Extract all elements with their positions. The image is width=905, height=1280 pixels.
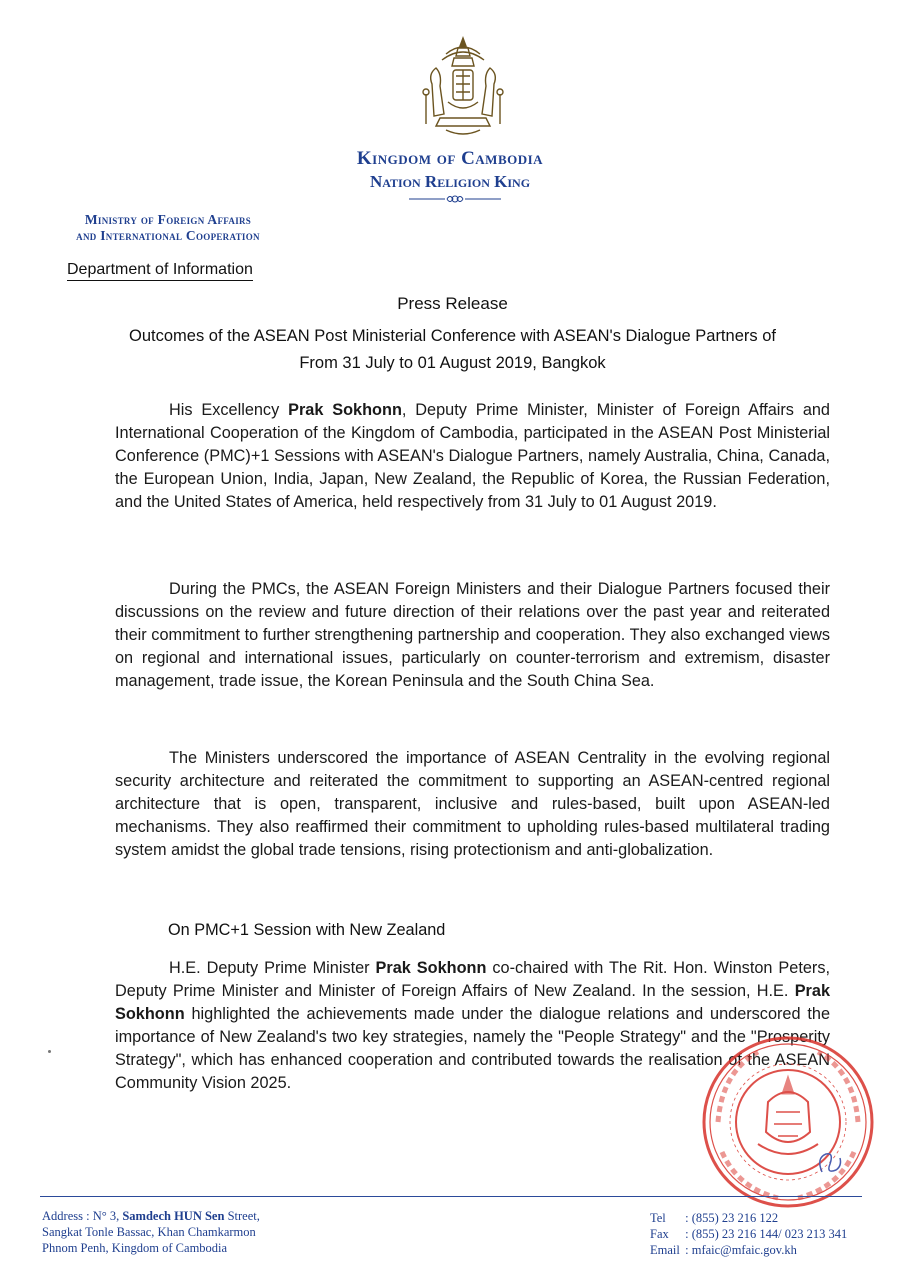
address-line-1 [42, 1208, 260, 1224]
country-name: Kingdom of Cambodia [356, 148, 544, 169]
p2-text: During the PMCs, the ASEAN Foreign Ministers and their Dialogue Partners focused their discussions on the review and future direction of their relations over the past year and reiterated their commitment to further strengthening partnership and cooperation. They also exchanged views on regional and international issues, particularly on counter-terrorism and extremism, disaster management, trade issue, the Korean Peninsula and the South China Sea. [115, 580, 830, 690]
email-label: Email [650, 1243, 680, 1257]
email-row [650, 1242, 847, 1258]
p1-text-a: His Excellency [169, 401, 289, 419]
ministry-name [38, 212, 298, 244]
p3-text: The Ministers underscored the importance of ASEAN Centrality in the evolving regional security architecture and reiterated the commitment to supporting an ASEAN-centred regional architecture that is open, transparent, inclusive and rules-based, built upon ASEAN-led mechanisms. They also reaffirmed their commitment to upholding rules-based multilateral trading system amidst the global trade tensions, rising protectionism and anti-globalization. [115, 749, 830, 859]
p4-text-a: H.E. Deputy Prime Minister [169, 959, 376, 977]
official-seal-icon [698, 1032, 878, 1212]
fax-value: : (855) 23 216 144/ 023 213 341 [685, 1227, 848, 1241]
address-street: Samdech HUN Sen [122, 1209, 225, 1223]
paragraph-1 [115, 399, 830, 514]
p4-name-2: Prak Sokhonn [115, 982, 830, 1023]
address-prefix: Address : N° 3, [42, 1209, 123, 1223]
ministry-line-2: and International Cooperation [76, 228, 260, 243]
kingdom-heading [300, 148, 600, 192]
fax-label: Fax [650, 1227, 669, 1241]
paragraph-2 [115, 578, 830, 693]
release-title: Outcomes of the ASEAN Post Ministerial Conference with ASEAN's Dialogue Partners of [129, 327, 776, 345]
p4-text-c: highlighted the achievements made under the dialogue relations and underscored the importance of New Zealand's two key strategies, namely the "People Strategy" and the "Prosperity Strategy", which has enhanced cooperation and contributed towards the realisation of the ASEAN Community Vision 2025. [115, 1005, 830, 1092]
section-subheading: On PMC+1 Session with New Zealand [168, 921, 446, 939]
p4-text-b: co-chaired with The Rit. Hon. Winston Peters, Deputy Prime Minister and Minister of Foreign Affairs of New Zealand. In the session, H.E. [115, 959, 830, 1000]
address-line-2: Sangkat Tonle Bassac, Khan Chamkarmon [42, 1225, 256, 1239]
ministry-line-1: Ministry of Foreign Affairs [84, 212, 252, 227]
address-line-3: Phnom Penh, Kingdom of Cambodia [42, 1241, 228, 1255]
tel-label: Tel [650, 1211, 666, 1225]
tel-value: : (855) 23 216 122 [685, 1211, 779, 1225]
address-suffix: Street, [224, 1209, 260, 1223]
p1-name: Prak Sokhonn [288, 401, 402, 419]
ornament-divider-icon [405, 193, 505, 205]
footer-address [42, 1208, 260, 1256]
footer-contact [650, 1210, 847, 1258]
footer-divider [40, 1196, 862, 1197]
signature-mark-icon [812, 1148, 846, 1178]
royal-emblem-icon [420, 34, 506, 142]
email-value[interactable]: : mfaic@mfaic.gov.kh [685, 1243, 797, 1257]
release-date-line: From 31 July to 01 August 2019, Bangkok [299, 354, 606, 372]
p4-name-1: Prak Sokhonn [375, 959, 487, 977]
press-release-heading: Press Release [397, 294, 508, 313]
paragraph-3 [115, 747, 830, 862]
national-motto: Nation Religion King [369, 172, 531, 191]
p1-text-b: , Deputy Prime Minister, Minister of Foreign Affairs and International Cooperation of the Kingdom of Cambodia, participated in the ASEAN Post Ministerial Conference (PMC)+1 Sessions with ASEAN's Dialogue Partners, namely Australia, China, Canada, the European Union, India, Japan, New Zealand, the Republic of Korea, the Russian Federation, and the United States of America, held respectively from 31 July to 01 August 2019. [115, 401, 830, 511]
fax-row [650, 1226, 847, 1242]
department-label: Department of Information [67, 261, 253, 281]
speck [48, 1050, 51, 1053]
tel-row [650, 1210, 847, 1226]
